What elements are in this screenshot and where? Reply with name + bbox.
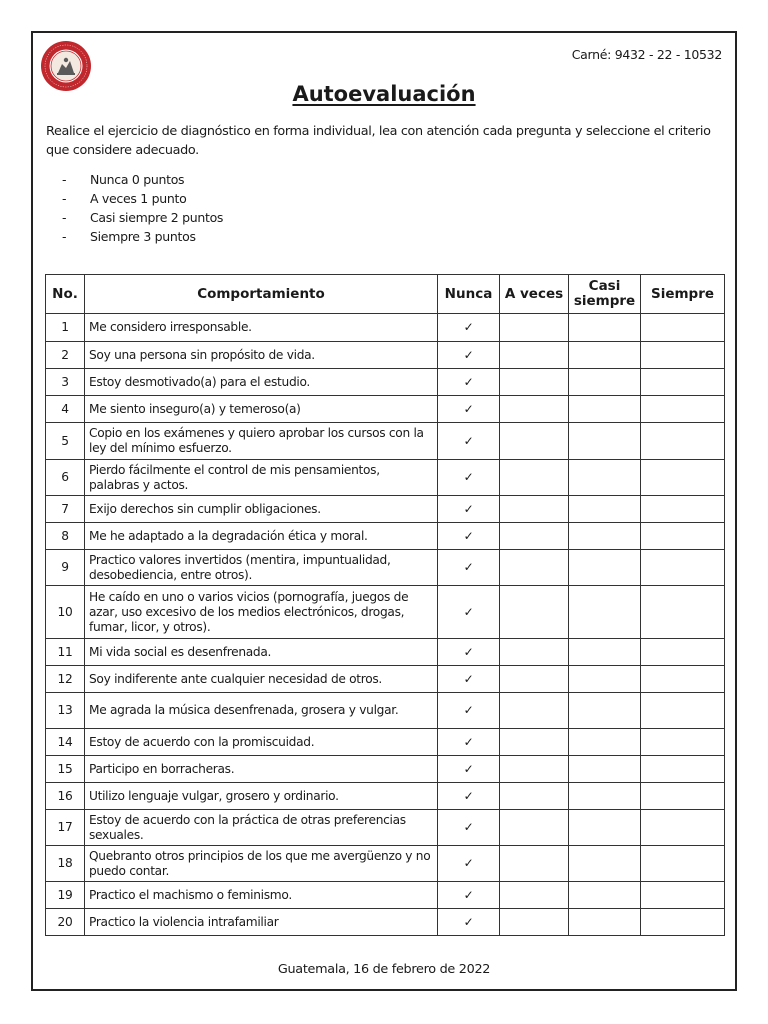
- behavior-text: Copio en los exámenes y quiero aprobar los cursos con la ley del mínimo esfuerzo.: [85, 423, 438, 460]
- cell-casi-siempre[interactable]: [569, 783, 641, 810]
- row-number: 11: [46, 639, 85, 666]
- table-row: [46, 756, 725, 783]
- criteria-item: - A veces 1 punto: [62, 189, 223, 208]
- cell-casi-siempre[interactable]: [569, 810, 641, 846]
- header-no: No.: [46, 275, 85, 314]
- cell-casi-siempre[interactable]: [569, 882, 641, 909]
- cell-siempre[interactable]: [641, 423, 725, 460]
- cell-nunca[interactable]: ✓: [438, 729, 500, 756]
- footer-date: Guatemala, 16 de febrero de 2022: [277, 962, 491, 977]
- behavior-text: Practico valores invertidos (mentira, impuntualidad, desobediencia, entre otros).: [85, 550, 438, 586]
- cell-nunca[interactable]: ✓: [438, 523, 500, 550]
- table-header-row: [46, 275, 725, 314]
- cell-casi-siempre[interactable]: [569, 909, 641, 936]
- cell-nunca[interactable]: ✓: [438, 369, 500, 396]
- cell-a-veces[interactable]: [500, 550, 569, 586]
- criteria-item: - Nunca 0 puntos: [62, 170, 223, 189]
- row-number: 1: [46, 314, 85, 342]
- behavior-text: Me agrada la música desenfrenada, grosera y vulgar.: [85, 693, 438, 729]
- cell-casi-siempre[interactable]: [569, 314, 641, 342]
- criteria-item: - Casi siempre 2 puntos: [62, 208, 223, 227]
- behavior-text: He caído en uno o varios vicios (pornografía, juegos de azar, uso excesivo de los medios electrónicos, drogas, fumar, licor, y otros).: [85, 586, 438, 639]
- cell-nunca[interactable]: ✓: [438, 586, 500, 639]
- cell-a-veces[interactable]: [500, 882, 569, 909]
- cell-casi-siempre[interactable]: [569, 729, 641, 756]
- row-number: 8: [46, 523, 85, 550]
- cell-casi-siempre[interactable]: [569, 460, 641, 496]
- table-row: [46, 460, 725, 496]
- cell-casi-siempre[interactable]: [569, 846, 641, 882]
- table-row: [46, 523, 725, 550]
- table-row: [46, 882, 725, 909]
- student-id: Carné: 9432 - 22 - 10532: [571, 47, 722, 62]
- cell-a-veces[interactable]: [500, 342, 569, 369]
- cell-a-veces[interactable]: [500, 496, 569, 523]
- cell-nunca[interactable]: ✓: [438, 666, 500, 693]
- cell-casi-siempre[interactable]: [569, 496, 641, 523]
- cell-siempre[interactable]: [641, 729, 725, 756]
- cell-nunca[interactable]: ✓: [438, 693, 500, 729]
- cell-a-veces[interactable]: [500, 369, 569, 396]
- cell-nunca[interactable]: ✓: [438, 423, 500, 460]
- cell-casi-siempre[interactable]: [569, 666, 641, 693]
- table-row: [46, 496, 725, 523]
- behavior-text: Quebranto otros principios de los que me avergüenzo y no puedo contar.: [85, 846, 438, 882]
- table-row: [46, 639, 725, 666]
- table-row: [46, 846, 725, 882]
- behavior-text: Exijo derechos sin cumplir obligaciones.: [85, 496, 438, 523]
- cell-nunca[interactable]: ✓: [438, 783, 500, 810]
- cell-nunca[interactable]: ✓: [438, 396, 500, 423]
- cell-nunca[interactable]: ✓: [438, 496, 500, 523]
- cell-a-veces[interactable]: [500, 423, 569, 460]
- table-row: [46, 586, 725, 639]
- cell-casi-siempre[interactable]: [569, 693, 641, 729]
- row-number: 18: [46, 846, 85, 882]
- behavior-text: Mi vida social es desenfrenada.: [85, 639, 438, 666]
- cell-casi-siempre[interactable]: [569, 523, 641, 550]
- cell-a-veces[interactable]: [500, 586, 569, 639]
- row-number: 16: [46, 783, 85, 810]
- table-body: [46, 314, 725, 936]
- table-row: [46, 666, 725, 693]
- row-number: 4: [46, 396, 85, 423]
- cell-nunca[interactable]: ✓: [438, 810, 500, 846]
- behavior-text: Me siento inseguro(a) y temeroso(a): [85, 396, 438, 423]
- row-number: 13: [46, 693, 85, 729]
- row-number: 19: [46, 882, 85, 909]
- table-row: [46, 810, 725, 846]
- cell-nunca[interactable]: ✓: [438, 314, 500, 342]
- table-row: [46, 909, 725, 936]
- cell-casi-siempre[interactable]: [569, 586, 641, 639]
- behavior-text: Estoy de acuerdo con la práctica de otras preferencias sexuales.: [85, 810, 438, 846]
- cell-a-veces[interactable]: [500, 314, 569, 342]
- header-casi-siempre: Casi siempre: [569, 275, 641, 314]
- row-number: 7: [46, 496, 85, 523]
- behavior-text: Soy indiferente ante cualquier necesidad de otros.: [85, 666, 438, 693]
- cell-siempre[interactable]: [641, 369, 725, 396]
- behavior-text: Me considero irresponsable.: [85, 314, 438, 342]
- cell-a-veces[interactable]: [500, 783, 569, 810]
- table-row: [46, 693, 725, 729]
- table-row: [46, 314, 725, 342]
- cell-siempre[interactable]: [641, 586, 725, 639]
- cell-siempre[interactable]: [641, 783, 725, 810]
- cell-a-veces[interactable]: [500, 460, 569, 496]
- table-row: [46, 369, 725, 396]
- cell-siempre[interactable]: [641, 846, 725, 882]
- cell-a-veces[interactable]: [500, 810, 569, 846]
- cell-casi-siempre[interactable]: [569, 369, 641, 396]
- behavior-text: Utilizo lenguaje vulgar, grosero y ordinario.: [85, 783, 438, 810]
- cell-a-veces[interactable]: [500, 909, 569, 936]
- cell-nunca[interactable]: ✓: [438, 342, 500, 369]
- behavior-text: Estoy desmotivado(a) para el estudio.: [85, 369, 438, 396]
- cell-siempre[interactable]: [641, 882, 725, 909]
- table-row: [46, 550, 725, 586]
- cell-casi-siempre[interactable]: [569, 342, 641, 369]
- table-row: [46, 423, 725, 460]
- table-row: [46, 342, 725, 369]
- row-number: 10: [46, 586, 85, 639]
- row-number: 3: [46, 369, 85, 396]
- cell-a-veces[interactable]: [500, 396, 569, 423]
- cell-casi-siempre[interactable]: [569, 396, 641, 423]
- cell-casi-siempre[interactable]: [569, 639, 641, 666]
- cell-nunca[interactable]: ✓: [438, 882, 500, 909]
- cell-nunca[interactable]: ✓: [438, 460, 500, 496]
- cell-nunca[interactable]: ✓: [438, 550, 500, 586]
- cell-nunca[interactable]: ✓: [438, 846, 500, 882]
- header-nunca: Nunca: [438, 275, 500, 314]
- header-comportamiento: Comportamiento: [85, 275, 438, 314]
- cell-a-veces[interactable]: [500, 729, 569, 756]
- cell-siempre[interactable]: [641, 314, 725, 342]
- behavior-text: Participo en borracheras.: [85, 756, 438, 783]
- cell-nunca[interactable]: ✓: [438, 756, 500, 783]
- cell-siempre[interactable]: [641, 550, 725, 586]
- row-number: 20: [46, 909, 85, 936]
- cell-siempre[interactable]: [641, 693, 725, 729]
- row-number: 6: [46, 460, 85, 496]
- behavior-text: Practico el machismo o feminismo.: [85, 882, 438, 909]
- behavior-text: Practico la violencia intrafamiliar: [85, 909, 438, 936]
- row-number: 14: [46, 729, 85, 756]
- cell-siempre[interactable]: [641, 396, 725, 423]
- cell-a-veces[interactable]: [500, 693, 569, 729]
- criteria-item: - Siempre 3 puntos: [62, 227, 223, 246]
- behavior-text: Pierdo fácilmente el control de mis pensamientos, palabras y actos.: [85, 460, 438, 496]
- criteria-list: [62, 170, 223, 246]
- row-number: 15: [46, 756, 85, 783]
- instructions: Realice el ejercicio de diagnóstico en forma individual, lea con atención cada pregunta y seleccione el criterio que considere adecuado.: [46, 124, 711, 158]
- cell-a-veces[interactable]: [500, 523, 569, 550]
- cell-siempre[interactable]: [641, 342, 725, 369]
- behavior-text: Estoy de acuerdo con la promiscuidad.: [85, 729, 438, 756]
- row-number: 17: [46, 810, 85, 846]
- cell-siempre[interactable]: [641, 756, 725, 783]
- behavior-text: Soy una persona sin propósito de vida.: [85, 342, 438, 369]
- row-number: 9: [46, 550, 85, 586]
- table-row: [46, 729, 725, 756]
- cell-casi-siempre[interactable]: [569, 423, 641, 460]
- cell-siempre[interactable]: [641, 639, 725, 666]
- cell-siempre[interactable]: [641, 496, 725, 523]
- cell-siempre[interactable]: [641, 810, 725, 846]
- header-a-veces: A veces: [500, 275, 569, 314]
- cell-siempre[interactable]: [641, 909, 725, 936]
- header-siempre: Siempre: [641, 275, 725, 314]
- self-evaluation-table: [45, 274, 725, 936]
- table-row: [46, 783, 725, 810]
- cell-nunca[interactable]: ✓: [438, 639, 500, 666]
- cell-siempre[interactable]: [641, 523, 725, 550]
- cell-nunca[interactable]: ✓: [438, 909, 500, 936]
- cell-a-veces[interactable]: [500, 666, 569, 693]
- cell-casi-siempre[interactable]: [569, 550, 641, 586]
- row-number: 12: [46, 666, 85, 693]
- row-number: 5: [46, 423, 85, 460]
- cell-casi-siempre[interactable]: [569, 756, 641, 783]
- cell-a-veces[interactable]: [500, 756, 569, 783]
- cell-siempre[interactable]: [641, 666, 725, 693]
- cell-a-veces[interactable]: [500, 639, 569, 666]
- page-title: Autoevaluación: [292, 82, 476, 106]
- row-number: 2: [46, 342, 85, 369]
- cell-a-veces[interactable]: [500, 846, 569, 882]
- cell-siempre[interactable]: [641, 460, 725, 496]
- behavior-text: Me he adaptado a la degradación ética y moral.: [85, 523, 438, 550]
- table-row: [46, 396, 725, 423]
